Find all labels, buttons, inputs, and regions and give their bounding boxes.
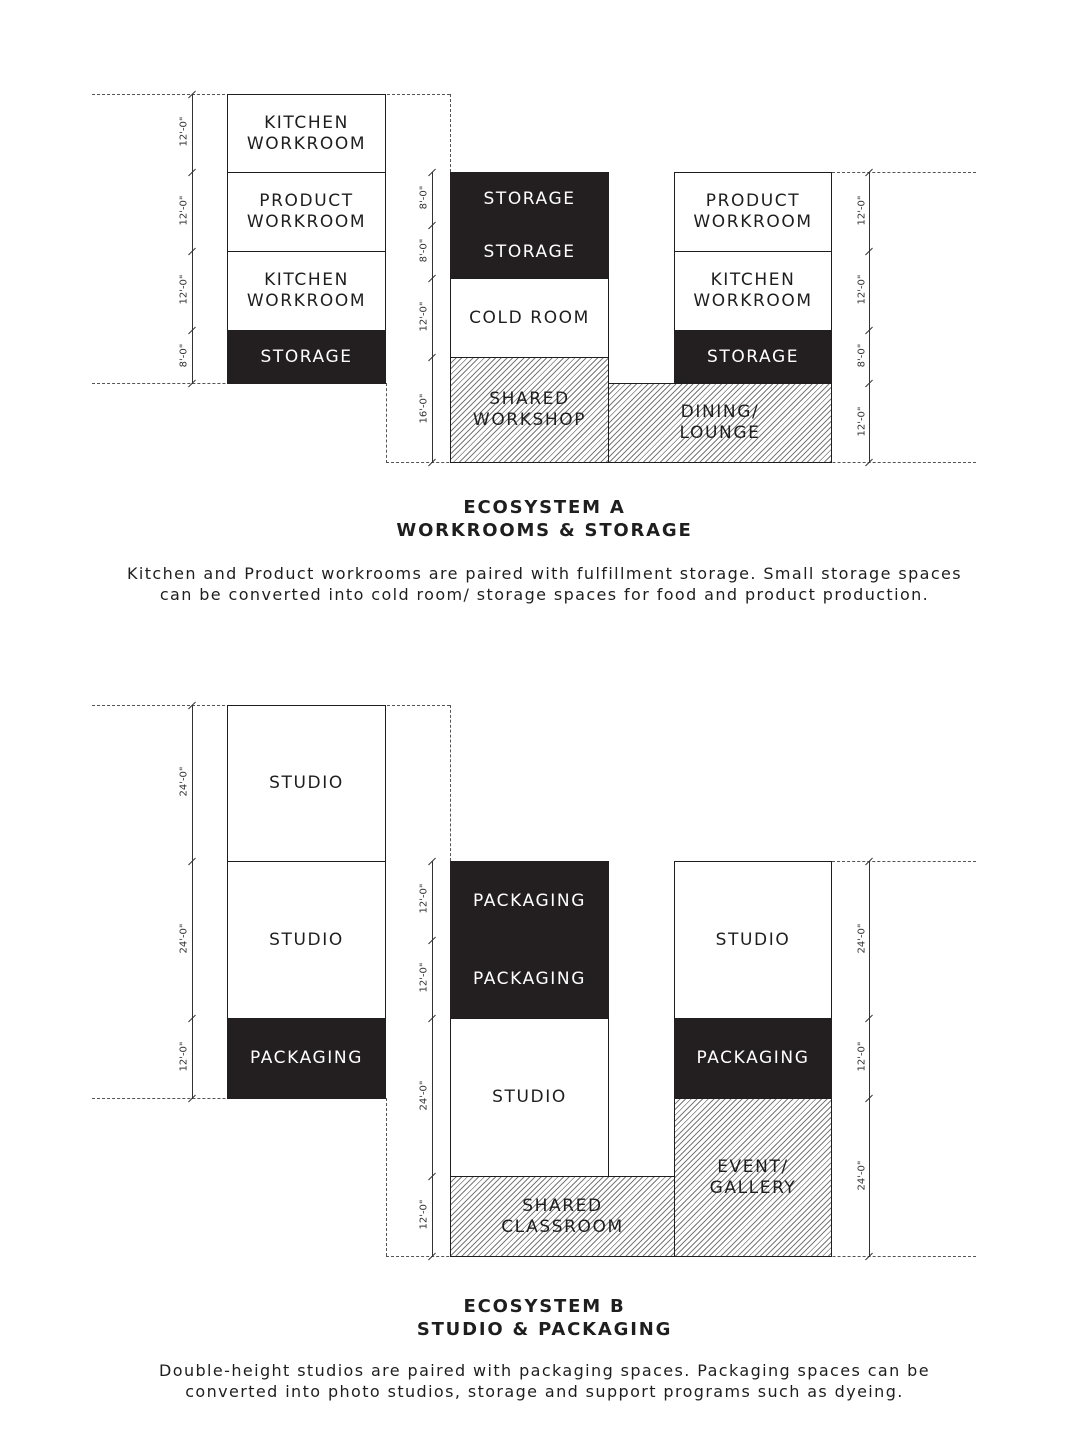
studio-room bbox=[227, 705, 386, 862]
dashed-guide bbox=[832, 861, 976, 862]
ecosystem-b-subtitle: STUDIO & PACKAGING bbox=[416, 1319, 673, 1340]
packaging-room bbox=[227, 1018, 386, 1099]
room-label-line: DINING/ bbox=[680, 402, 760, 422]
dimension-line bbox=[869, 861, 870, 1257]
dimension-label: 12'-0" bbox=[418, 962, 430, 993]
dimension-label: 12'-0" bbox=[178, 116, 190, 147]
room-label-line: WORKROOM bbox=[246, 291, 367, 311]
room-label-line: PACKAGING bbox=[249, 1048, 364, 1068]
dimension-label: 12'-0" bbox=[178, 274, 190, 305]
dimension-label: 24'-0" bbox=[178, 766, 190, 797]
event-gallery bbox=[674, 1098, 832, 1257]
packaging-room bbox=[674, 1018, 832, 1099]
dimension-label: 8'-0" bbox=[418, 185, 430, 210]
room-label-line: KITCHEN bbox=[710, 270, 796, 290]
room-label-line: PACKAGING bbox=[472, 969, 587, 989]
ecosystem-a-caption-line: can be converted into cold room/ storage spaces for food and product production. bbox=[159, 585, 930, 604]
room-label-line: STORAGE bbox=[706, 346, 800, 367]
room-label-line: EVENT/ bbox=[717, 1156, 789, 1177]
room-label-line: PACKAGING bbox=[472, 890, 587, 911]
dimension-label: 12'-0" bbox=[178, 1041, 190, 1072]
room-label-line: STUDIO bbox=[715, 929, 791, 950]
room-label-line: WORKROOM bbox=[246, 212, 367, 232]
room-label-line: WORKROOM bbox=[693, 212, 813, 232]
room-label-line: SHARED bbox=[522, 1195, 603, 1216]
dimension-label: 8'-0" bbox=[178, 343, 190, 368]
dimension-label: 24'-0" bbox=[418, 1080, 430, 1111]
packaging-room bbox=[450, 940, 609, 1019]
dashed-guide bbox=[450, 705, 451, 861]
room-label-line: GALLERY bbox=[709, 1177, 797, 1198]
ecosystem-a-caption-line: Kitchen and Product workrooms are paired with fulfillment storage. Small storage spaces bbox=[126, 564, 963, 583]
ecosystem-a-title: ECOSYSTEM A bbox=[463, 497, 626, 518]
dimension-label: 16'-0" bbox=[418, 393, 430, 424]
dimension-label: 8'-0" bbox=[856, 343, 868, 368]
dimension-line bbox=[192, 705, 193, 1099]
ecosystem-b-title: ECOSYSTEM B bbox=[463, 1296, 626, 1317]
dimension-label: 12'-0" bbox=[856, 1041, 868, 1072]
room-label-line: STUDIO bbox=[269, 929, 344, 950]
dimension-label: 12'-0" bbox=[178, 195, 190, 226]
dimension-label: 12'-0" bbox=[418, 301, 430, 332]
dimension-label: 24'-0" bbox=[856, 923, 868, 954]
room-label-line: COLD ROOM bbox=[469, 307, 590, 328]
room-label-line: WORKROOM bbox=[246, 133, 367, 154]
room-label-line: LOUNGE bbox=[679, 423, 761, 443]
ecosystem-a-subtitle: WORKROOMS & STORAGE bbox=[396, 520, 693, 541]
ecosystem-b-caption-line: Double-height studios are paired with packaging spaces. Packaging spaces can be bbox=[159, 1361, 930, 1380]
dimension-label: 12'-0" bbox=[418, 883, 430, 914]
studio-room bbox=[227, 861, 386, 1019]
ecosystem-b-caption-line: converted into photo studios, storage and support programs such as dyeing. bbox=[185, 1382, 904, 1401]
room-label-line: CLASSROOM bbox=[501, 1216, 624, 1237]
room-label-line: PRODUCT bbox=[259, 191, 354, 211]
dimension-label: 12'-0" bbox=[856, 274, 868, 305]
room-label-line: KITCHEN bbox=[264, 112, 349, 133]
room-label-line: PRODUCT bbox=[705, 191, 801, 211]
room-label-line: SHARED bbox=[489, 389, 570, 409]
dimension-label: 24'-0" bbox=[856, 1160, 868, 1191]
dimension-label: 12'-0" bbox=[856, 195, 868, 226]
room-label-line: STORAGE bbox=[483, 188, 576, 209]
room-label-line: WORKSHOP bbox=[472, 410, 587, 430]
shared-classroom bbox=[450, 1176, 675, 1257]
room-label-line: STUDIO bbox=[269, 773, 344, 793]
room-label-line: STORAGE bbox=[483, 241, 576, 262]
room-label-line: KITCHEN bbox=[264, 270, 349, 290]
dimension-label: 8'-0" bbox=[418, 238, 430, 263]
room-label-line: STORAGE bbox=[260, 346, 353, 367]
room-label-line: WORKROOM bbox=[693, 291, 813, 311]
studio-room bbox=[450, 1018, 609, 1177]
dimension-label: 12'-0" bbox=[418, 1199, 430, 1230]
room-label-line: STUDIO bbox=[492, 1087, 567, 1107]
packaging-room bbox=[450, 861, 609, 941]
dimension-line bbox=[432, 861, 433, 1257]
studio-room bbox=[674, 861, 832, 1019]
dashed-guide bbox=[386, 1098, 387, 1256]
room-label-line: PACKAGING bbox=[696, 1048, 810, 1068]
dimension-label: 24'-0" bbox=[178, 923, 190, 954]
dimension-label: 12'-0" bbox=[856, 406, 868, 437]
